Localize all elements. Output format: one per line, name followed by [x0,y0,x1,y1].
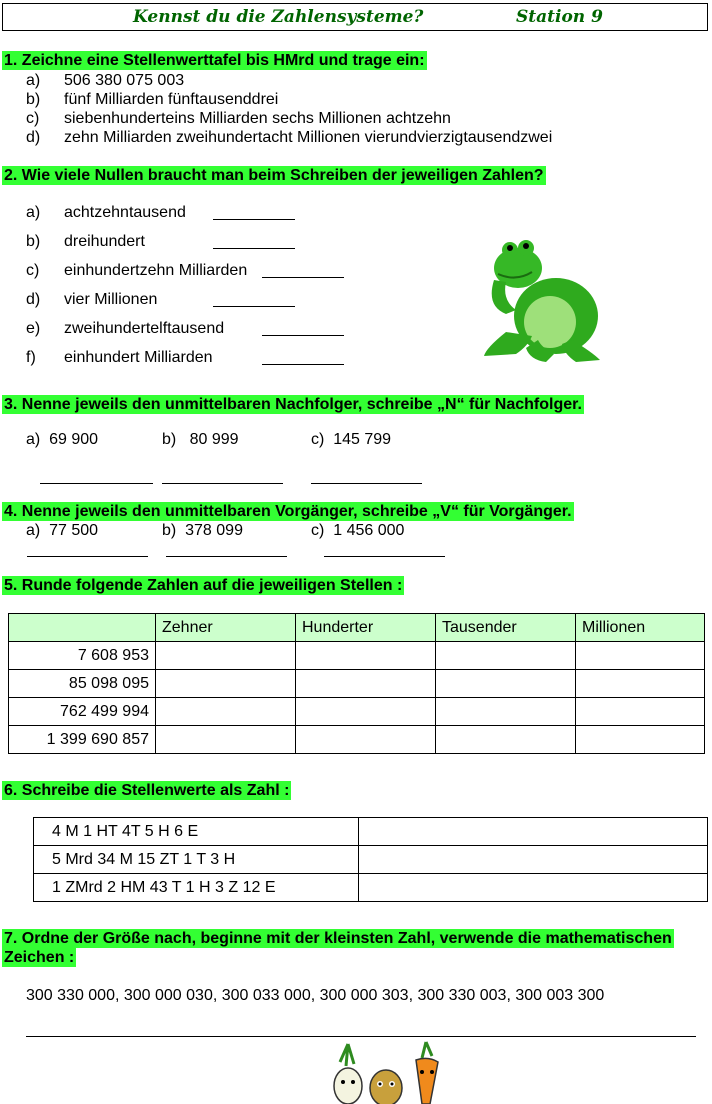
table-cell: 1 399 690 857 [9,726,156,754]
answer-line[interactable] [40,483,153,484]
answer-cell[interactable] [436,726,576,754]
page-title: Kennst du die Zahlensysteme? [133,7,424,27]
answer-line[interactable] [213,219,295,220]
answer-line[interactable] [262,335,344,336]
list-item: a) achtzehntausend [26,204,186,221]
answer-cell[interactable] [296,698,436,726]
answer-cell[interactable] [436,670,576,698]
list-item: d) zehn Milliarden zweihundertacht Millionen vierundvierzigtausendzwei [26,129,553,146]
list-item: c) siebenhunderteins Milliarden sechs Millionen achtzehn [26,110,451,127]
answer-cell[interactable] [156,698,296,726]
q3-item-c: c) 145 799 [311,431,392,448]
q3-item-a: a) 69 900 [26,431,99,448]
answer-line[interactable] [311,483,422,484]
answer-line[interactable] [262,277,344,278]
q4-item-a: a) 77 500 [26,522,99,539]
answer-cell[interactable] [296,642,436,670]
answer-cell[interactable] [156,726,296,754]
q7-heading: 7. Ordne der Größe nach, beginne mit der kleinsten Zahl, verwende die mathematischen Zeichen : [4,930,672,966]
q5-heading: 5. Runde folgende Zahlen auf die jeweiligen Stellen : [4,577,403,594]
table-cell: 1 ZMrd 2 HM 43 T 1 H 3 Z 12 E [34,874,359,902]
list-item: e) zweihundertelftausend [26,320,225,337]
place-value-table [33,817,708,902]
table-header: Zehner [156,614,296,642]
q4-item-b: b) 378 099 [162,522,243,539]
answer-cell[interactable] [359,874,708,902]
table-row [9,642,705,670]
q1-list [26,71,552,147]
table-header-empty [9,614,156,642]
list-item: f) einhundert Milliarden [26,349,213,366]
list-item: a) 506 380 075 003 [26,72,185,89]
list-item: d) vier Millionen [26,291,158,308]
table-header: Hunderter [296,614,436,642]
table-row [34,846,708,874]
answer-cell[interactable] [359,818,708,846]
table-row [9,670,705,698]
table-header-row [9,614,705,642]
answer-cell[interactable] [296,670,436,698]
table-cell: 5 Mrd 34 M 15 ZT 1 T 3 H [34,846,359,874]
frog-icon [476,236,608,368]
answer-cell[interactable] [156,642,296,670]
q4-item-c: c) 1 456 000 [311,522,405,539]
answer-line[interactable] [262,364,344,365]
q3-item-b: b) 80 999 [162,431,239,448]
table-header: Tausender [436,614,576,642]
answer-cell[interactable] [576,726,705,754]
table-cell: 85 098 095 [9,670,156,698]
rounding-table [8,613,705,754]
answer-line[interactable] [213,248,295,249]
table-row [34,874,708,902]
answer-line[interactable] [213,306,295,307]
answer-cell[interactable] [576,670,705,698]
title-box [2,3,708,31]
table-header: Millionen [576,614,705,642]
q7-numbers: 300 330 000, 300 000 030, 300 033 000, 300 000 303, 300 330 003, 300 003 300 [26,987,605,1004]
q2-heading: 2. Wie viele Nullen braucht man beim Schreiben der jeweiligen Zahlen? [4,167,544,184]
table-row [9,726,705,754]
list-item: b) fünf Milliarden fünftausenddrei [26,91,279,108]
table-row [9,698,705,726]
vegetables-icon [318,1040,458,1104]
table-cell: 4 M 1 HT 4T 5 H 6 E [34,818,359,846]
answer-cell[interactable] [436,698,576,726]
list-item: c) einhundertzehn Milliarden [26,262,248,279]
answer-cell[interactable] [156,670,296,698]
answer-line[interactable] [27,556,148,557]
q6-heading: 6. Schreibe die Stellenwerte als Zahl : [4,782,290,799]
answer-cell[interactable] [576,642,705,670]
table-cell: 762 499 994 [9,698,156,726]
q4-heading: 4. Nenne jeweils den unmittelbaren Vorgänger, schreibe „V“ für Vorgänger. [4,503,572,520]
answer-cell[interactable] [576,698,705,726]
table-row [34,818,708,846]
list-item: b) dreihundert [26,233,145,250]
answer-cell[interactable] [296,726,436,754]
answer-cell[interactable] [436,642,576,670]
table-cell: 7 608 953 [9,642,156,670]
answer-line[interactable] [26,1036,696,1037]
answer-line[interactable] [162,483,283,484]
q3-heading: 3. Nenne jeweils den unmittelbaren Nachfolger, schreibe „N“ für Nachfolger. [4,396,582,413]
answer-line[interactable] [166,556,287,557]
answer-cell[interactable] [359,846,708,874]
answer-line[interactable] [324,556,445,557]
q1-heading: 1. Zeichne eine Stellenwerttafel bis HMrd und trage ein: [4,52,425,69]
station-label: Station 9 [516,7,603,27]
